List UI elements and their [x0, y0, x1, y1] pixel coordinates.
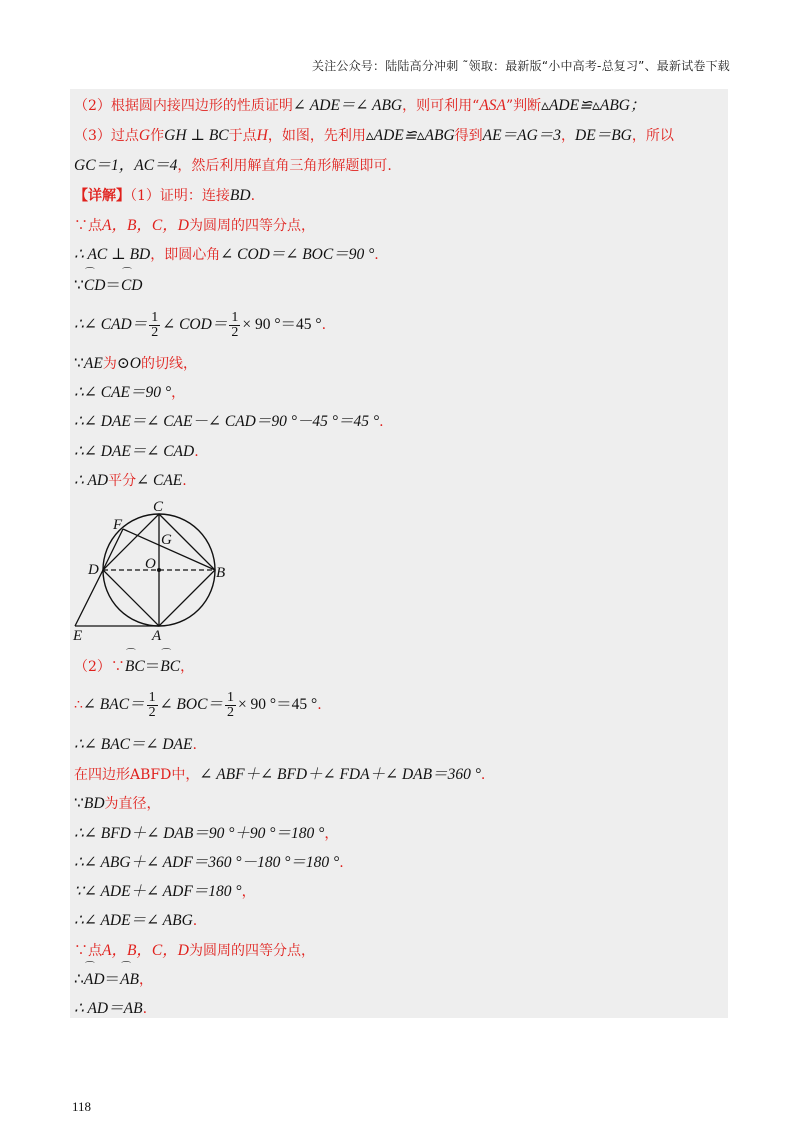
arc-label: ⌒ AD [84, 971, 105, 989]
label-a: A [152, 628, 162, 644]
detail-heading [74, 187, 255, 205]
proof-line [74, 766, 485, 784]
text: ， [139, 972, 153, 988]
numerator: 1 [148, 689, 156, 705]
math-expression: DE＝BG [575, 127, 632, 144]
analysis-line-2 [74, 97, 645, 115]
text: ∴ [74, 697, 83, 713]
math-expression: × 90 °＝45 ° [237, 696, 318, 713]
text: ， [171, 385, 186, 401]
text: 在四边形ABFD中， [74, 767, 200, 783]
proof-line [74, 308, 326, 342]
math-expression: A，B，C，D [102, 942, 189, 959]
text: . [321, 317, 327, 333]
text: 为 [102, 356, 117, 372]
proof-line [74, 1000, 147, 1018]
proof-line [74, 854, 344, 872]
math-expression: ∵ [74, 795, 84, 812]
math-expression: ∴ [74, 971, 84, 988]
math-expression: × 90 °＝45 ° [242, 316, 322, 333]
text: ，则可利用“ [402, 98, 480, 114]
math-expression: ∴∠ CAD＝ [74, 316, 148, 333]
math-expression: GH ⊥ BC [164, 127, 229, 144]
segment-de [75, 570, 103, 626]
page-number: 118 [72, 1099, 92, 1114]
math-expression: ＝ [144, 658, 161, 675]
label-e: E [73, 628, 83, 644]
text: . [142, 1001, 148, 1017]
text: 于点 [228, 128, 257, 144]
math-expression: ∴∠ ADE＝∠ ABG [74, 912, 193, 929]
math-expression: ∵ [74, 355, 84, 372]
proof-line [74, 688, 322, 722]
math-expression: AE＝AG＝3 [482, 127, 562, 144]
math-expression: ∴ AD [74, 472, 109, 489]
math-expression: ∵∠ ADE＋∠ ADF＝180 ° [74, 883, 242, 900]
math-expression: GC＝1，AC＝4 [74, 157, 178, 174]
proof-line [74, 443, 199, 461]
proof-line [74, 277, 142, 295]
proof-line [74, 971, 153, 989]
fraction [225, 691, 236, 720]
math-expression: ∠ BOC＝ [159, 696, 223, 713]
text: 为圆周的四等分点， [188, 218, 315, 234]
proof-line [74, 355, 197, 373]
denominator: 2 [151, 324, 159, 340]
math-expression: ∴∠ BAC＝∠ DAE [74, 736, 193, 753]
denominator: 2 [231, 324, 239, 340]
proof-line [74, 795, 161, 813]
geometry-figure [70, 497, 240, 649]
text: . [192, 913, 198, 929]
math-expression: ∴∠ DAE＝∠ CAD [74, 443, 195, 460]
text: . [374, 247, 379, 263]
math-expression: ∴∠ ABG＋∠ ADF＝360 °－180 °＝180 ° [74, 854, 340, 871]
denominator: 2 [148, 704, 156, 720]
math-expression: ＝ [104, 971, 121, 988]
arc-label: ⌒ BC [160, 658, 180, 676]
text: ，如图，先利用 [267, 128, 366, 144]
proof-line [74, 472, 187, 490]
text: 作 [150, 128, 165, 144]
math-expression: ∴∠ BFD＋∠ DAB＝90 °＋90 °＝180 ° [74, 825, 325, 842]
proof-line [74, 883, 256, 901]
detail-tag: 【详解】 [74, 188, 130, 204]
text: . [194, 444, 199, 460]
label-c: C [153, 499, 164, 515]
label-f: F [113, 517, 123, 533]
proof-line [74, 413, 384, 431]
arc-label: ⌒ BC [125, 658, 145, 676]
point-label: H [256, 127, 268, 144]
text: 为直径， [104, 796, 161, 812]
text: 平分 [108, 473, 137, 489]
segment-fd [103, 529, 123, 570]
text: . [339, 855, 344, 871]
text: . [317, 697, 322, 713]
text: . [182, 473, 187, 489]
label-o: O [145, 556, 156, 572]
text: 得到 [454, 128, 483, 144]
fraction [149, 311, 160, 340]
label-g: G [161, 532, 172, 548]
text: . [379, 414, 384, 430]
math-expression: BD [83, 795, 105, 812]
text: ”判断 [506, 98, 542, 114]
text: . [192, 737, 197, 753]
text: ， [241, 884, 256, 900]
math-expression: ∴∠ DAE＝∠ CAE－∠ CAD＝90 °－45 °＝45 ° [74, 413, 380, 430]
math-expression: ＝ [105, 277, 121, 294]
text: ， [324, 826, 339, 842]
text: . [250, 188, 256, 204]
numerator: 1 [151, 309, 159, 325]
math-expression: ∠ CAE [136, 472, 183, 489]
analysis-line-3 [74, 127, 674, 145]
proof-line [74, 658, 194, 676]
math-expression: ASA [479, 97, 506, 114]
arc-label: ⌒ CD [84, 277, 106, 295]
proof-line [74, 217, 315, 235]
denominator: 2 [226, 704, 234, 720]
proof-line [74, 912, 197, 930]
text: ，即圆心角 [150, 247, 221, 263]
label-b: B [216, 565, 226, 581]
proof-line [74, 736, 197, 754]
text: ， [561, 128, 576, 144]
proof-line [74, 825, 338, 843]
text: 的切线， [141, 356, 197, 372]
math-expression: ∠ BAC＝ [82, 696, 145, 713]
arc-label: ⌒ CD [121, 277, 143, 295]
math-expression: ∴ AD＝AB [74, 1000, 143, 1017]
text: 为圆周的四等分点， [188, 943, 315, 959]
math-expression: ∵ [74, 277, 84, 294]
text: （1）证明：连接 [130, 188, 230, 204]
math-expression: A，B，C，D [102, 217, 189, 234]
text: （3）过点 [74, 128, 139, 144]
fraction [229, 311, 240, 340]
text: （2）根据圆内接四边形的性质证明 [74, 98, 293, 114]
math-expression: ∴ AC ⊥ BD [74, 246, 151, 263]
numerator: 1 [231, 309, 239, 325]
page-header: 关注公众号：陆陆高分冲刺 ˜领取：最新版“小中高考-总复习”、最新试卷下载 [312, 59, 730, 73]
math-expression: ∠ COD＝∠ BOC＝90 ° [220, 246, 375, 263]
text: ∵点 [74, 218, 102, 234]
text: ， [180, 659, 195, 675]
numerator: 1 [226, 689, 234, 705]
math-expression: ▵ADE≌▵ABG； [541, 97, 646, 114]
math-expression: AE [83, 355, 103, 372]
text: ∵点 [74, 943, 102, 959]
text: . [480, 767, 486, 783]
math-expression: ∠ COD＝ [162, 316, 228, 333]
math-expression: ∠ ABF＋∠ BFD＋∠ FDA＋∠ DAB＝360 ° [199, 766, 481, 783]
proof-line [74, 942, 315, 960]
label-d: D [88, 562, 99, 578]
math-expression: ∴∠ CAE＝90 ° [74, 384, 172, 401]
proof-line [74, 246, 379, 264]
analysis-line-3-cont [74, 157, 392, 175]
arc-label: ⌒ AB [120, 971, 139, 989]
text: （2）∵ [74, 659, 125, 675]
proof-line [74, 384, 185, 402]
text: ，所以 [631, 128, 674, 144]
math-expression: ⊙O [116, 355, 141, 372]
math-expression: BD [229, 187, 251, 204]
fraction [147, 691, 158, 720]
math-expression: ∠ ADE＝∠ ABG [292, 97, 403, 114]
math-expression: ▵ADE≌▵ABG [365, 127, 455, 144]
text: ，然后利用解直角三角形解题即可. [177, 158, 392, 174]
center-point [157, 568, 161, 572]
point-label: G [138, 127, 151, 144]
